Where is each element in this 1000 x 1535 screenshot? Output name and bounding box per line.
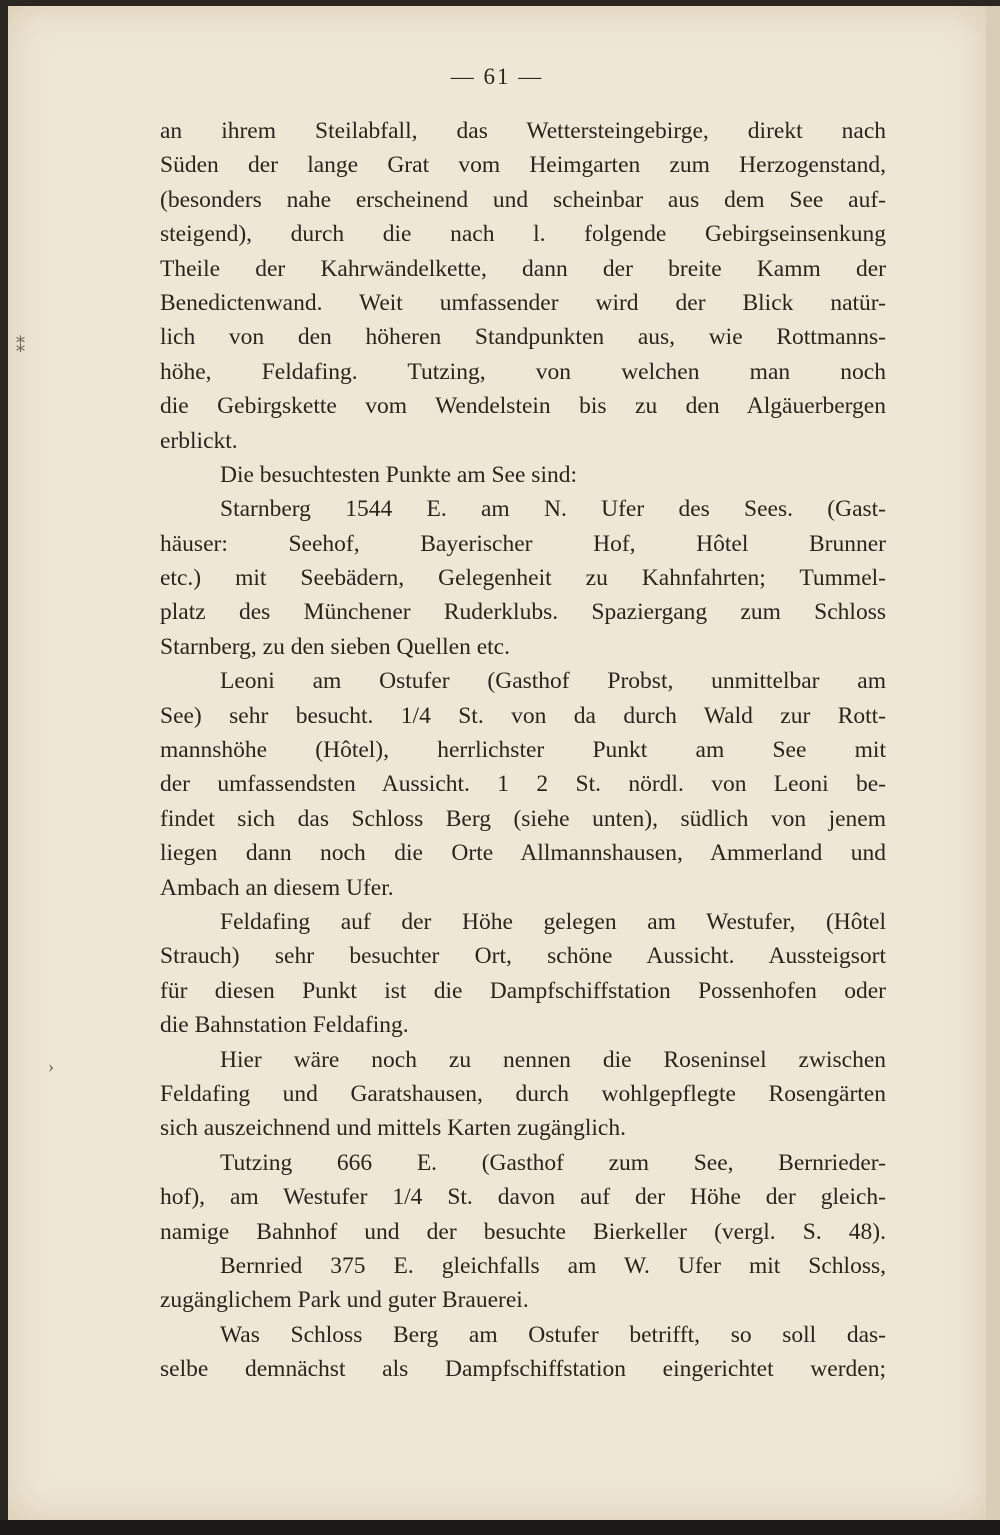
text-line: namige Bahnhof und der besuchte Bierkeller (vergl. S. 48). <box>160 1218 886 1245</box>
book-page <box>8 6 986 1520</box>
text-line: für diesen Punkt ist die Dampfschiffstation Possenhofen oder <box>160 977 886 1004</box>
text-line: steigend), durch die nach l. folgende Gebirgseinsenkung <box>160 221 886 248</box>
text-line: höhe, Feldafing. Tutzing, von welchen man noch <box>160 358 886 385</box>
text-line: an ihrem Steilabfall, das Wettersteingebirge, direkt nach <box>160 118 886 144</box>
text-line: Starnberg 1544 E. am N. Ufer des Sees. (Gast- <box>220 496 886 523</box>
text-line: häuser: Seehof, Bayerischer Hof, Hôtel Brunner <box>160 530 886 557</box>
text-line: Ambach an diesem Ufer. <box>160 874 394 901</box>
text-line: Leoni am Ostufer (Gasthof Probst, unmittelbar am <box>220 668 886 695</box>
text-line: der umfassendsten Aussicht. 1 2 St. nördl. von Leoni be- <box>160 771 886 798</box>
text-line: Feldafing und Garatshausen, durch wohlgepflegte Rosengärten <box>160 1080 886 1107</box>
text-line: lich von den höheren Standpunkten aus, wie Rottmanns- <box>160 324 886 351</box>
text-line: Hier wäre noch zu nennen die Roseninsel zwischen <box>220 1046 886 1073</box>
text-line: Feldafing auf der Höhe gelegen am Westufer, (Hôtel <box>220 908 886 935</box>
text-line: Süden der lange Grat vom Heimgarten zum Herzogenstand, <box>160 152 886 179</box>
text-line: Strauch) sehr besuchter Ort, schöne Aussicht. Aussteigsort <box>160 943 886 970</box>
page-edge <box>986 6 1000 1520</box>
text-line: zugänglichem Park und guter Brauerei. <box>160 1287 529 1314</box>
body-text <box>160 114 886 1386</box>
text-line: etc.) mit Seebädern, Gelegenheit zu Kahnfahrten; Tummel- <box>160 565 886 592</box>
margin-mark: ⁑ <box>16 336 25 356</box>
text-line: Die besuchtesten Punkte am See sind: <box>220 461 577 488</box>
text-line: Theile der Kahrwändelkette, dann der breite Kamm der <box>160 255 886 282</box>
text-line: findet sich das Schloss Berg (siehe unten), südlich von jenem <box>160 805 886 832</box>
text-line: die Gebirgskette vom Wendelstein bis zu den Algäuerbergen <box>160 393 886 420</box>
text-line: mannshöhe (Hôtel), herrlichster Punkt am See mit <box>160 737 886 764</box>
page-number: — 61 — <box>450 64 544 89</box>
text-line: Benedictenwand. Weit umfassender wird der Blick natür- <box>160 289 886 316</box>
text-line: liegen dann noch die Orte Allmannshausen, Ammerland und <box>160 840 886 867</box>
text-line: Was Schloss Berg am Ostufer betrifft, so soll das- <box>220 1321 886 1348</box>
scan-border <box>0 1520 1000 1535</box>
text-line: die Bahnstation Feldafing. <box>160 1012 409 1039</box>
margin-mark: › <box>48 1056 54 1076</box>
text-line: See) sehr besucht. 1/4 St. von da durch Wald zur Rott- <box>160 702 886 729</box>
text-line: Starnberg, zu den sieben Quellen etc. <box>160 633 510 660</box>
text-line: (besonders nahe erscheinend und scheinbar aus dem See auf- <box>160 186 886 213</box>
text-line: Bernried 375 E. gleichfalls am W. Ufer mit Schloss, <box>220 1252 886 1279</box>
text-line: platz des Münchener Ruderklubs. Spaziergang zum Schloss <box>160 599 886 626</box>
text-line: Tutzing 666 E. (Gasthof zum See, Bernrieder- <box>220 1149 886 1176</box>
text-line: sich auszeichnend und mittels Karten zugänglich. <box>160 1115 626 1142</box>
text-line: hof), am Westufer 1/4 St. davon auf der Höhe der gleich- <box>160 1184 886 1211</box>
text-line: selbe demnächst als Dampfschiffstation eingerichtet werden; <box>160 1356 886 1383</box>
text-line: erblickt. <box>160 427 238 454</box>
